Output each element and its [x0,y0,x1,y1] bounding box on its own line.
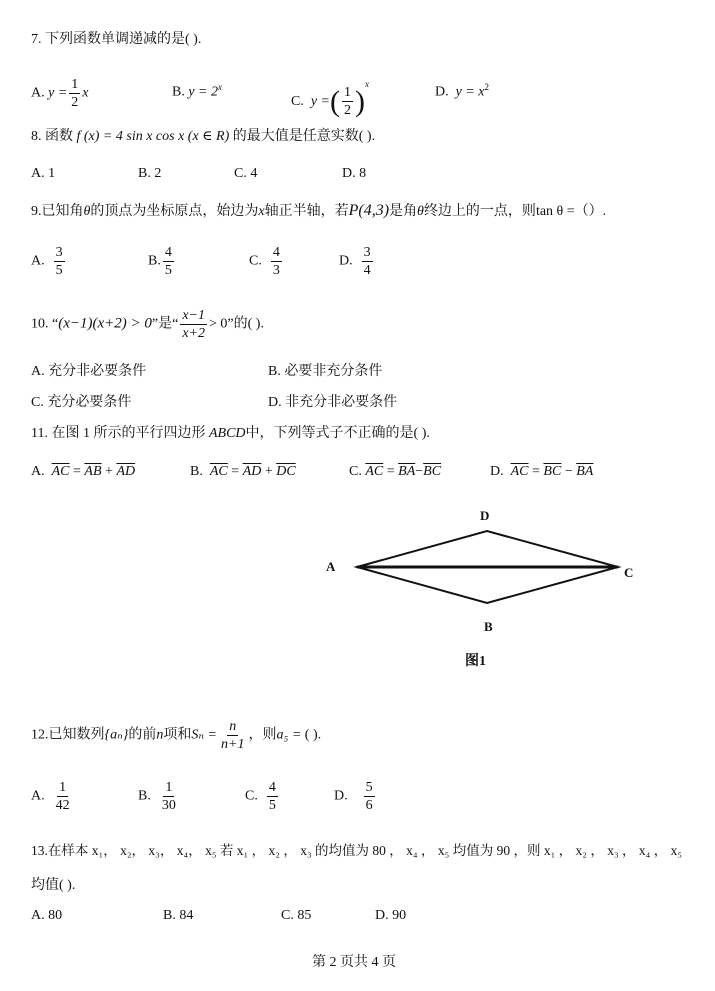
q9-option-c[interactable]: C. $\frac{4}{3}$ [249,245,280,278]
q11-stem: 11. 在图 1 所示的平行四边形 ABCD中，下列等式子不正确的是( ). [31,426,430,441]
q7-option-d[interactable]: D. $y = x^2$ [435,82,489,100]
q11-option-d[interactable]: D. $\overline{AC} = \overline{BC} - \overline{BA}$ [490,464,594,479]
q10-option-d[interactable]: D. 非充分非必要条件 [268,395,398,410]
q13-stem-line1: 13.在样本 x₁， x₂， x₃， x₄， x₅ 若 x₁ ， x₂ ， x₃ 的均值为 80 ， x₄ ， x₅ 均值为 90 ，则 x₁ ， x₂ ， x₃ ， x₄ ， x₅ [31,843,683,858]
vertex-label-b: B [484,619,493,634]
q9-option-d[interactable]: D. $\frac{3}{4}$ [339,245,371,278]
q10-option-b[interactable]: B. 必要非充分条件 [268,364,383,379]
q13-stem-line2: 均值( ). [31,878,76,893]
q8-option-a[interactable]: A. 1 [31,166,56,181]
q12-option-c[interactable]: C. $\frac{4}{5}$ [245,780,276,813]
vertex-label-a: A [326,559,336,574]
vertex-label-d: D [480,508,490,523]
q9-stem: 9.已知角θ的顶点为坐标原点，始边为x轴正半轴，若P(4,3)是角θ终边上的一点，则tan θ =（）. [31,202,607,219]
q7-option-c[interactable]: C. y =( $\frac{1}{2}$ )$^x$ [291,79,370,119]
q11-option-c[interactable]: C. $\overline{AC} = \overline{BA}-\overline{BC}$ [349,464,442,479]
q13-option-b[interactable]: B. 84 [163,908,194,923]
q7-option-a[interactable]: A. y = $\frac{1}{2}$ x [31,77,89,110]
page-footer: 第 2 页共 4 页 [312,955,396,970]
q8-option-d[interactable]: D. 8 [342,166,367,181]
q7-stem: 7. 下列函数单调递减的是( ). [31,32,202,47]
q12-option-a[interactable]: A. $\frac{1}{42}$ [31,780,70,813]
q13-option-a[interactable]: A. 80 [31,908,63,923]
figure-caption: 图1 [465,654,486,669]
q8-option-c[interactable]: C. 4 [234,166,258,181]
q10-stem: 10. “(x−1)(x+2) > 0”是“ $\frac{x-1}{x+2}$ > 0”的( ). [31,308,264,341]
q11-option-b[interactable]: B. $\overline{AC} = \overline{AD} + \overline{DC}$ [190,464,296,479]
q9-option-a[interactable]: A. $\frac{3}{5}$ [31,245,63,278]
q10-option-a[interactable]: A. 充分非必要条件 [31,364,147,379]
q8-option-b[interactable]: B. 2 [138,166,162,181]
vertex-label-c: C [624,565,634,580]
q13-option-d[interactable]: D. 90 [375,908,407,923]
q10-option-c[interactable]: C. 充分必要条件 [31,395,132,410]
q9-option-b[interactable]: B. $\frac{4}{5}$ [148,245,172,278]
q8-stem: 8. 函数 f (x) = 4 sin x cos x (x ∈ R) 的最大值是任意实数( ). [31,129,376,144]
q12-option-b[interactable]: B. $\frac{1}{30}$ [138,780,176,813]
q7-option-b[interactable]: B. $y = 2^x$ [172,82,223,100]
q12-option-d[interactable]: D. $\frac{5}{6}$ [334,780,373,813]
q11-option-a[interactable]: A. $\overline{AC} = \overline{AB} + \overline{AD}$ [31,464,136,479]
q12-stem: 12.已知数列{aₙ}的前n项和Sₙ = $\frac{n}{n+1}$ ，则a₅ = ( ). [31,719,322,752]
q13-option-c[interactable]: C. 85 [281,908,312,923]
